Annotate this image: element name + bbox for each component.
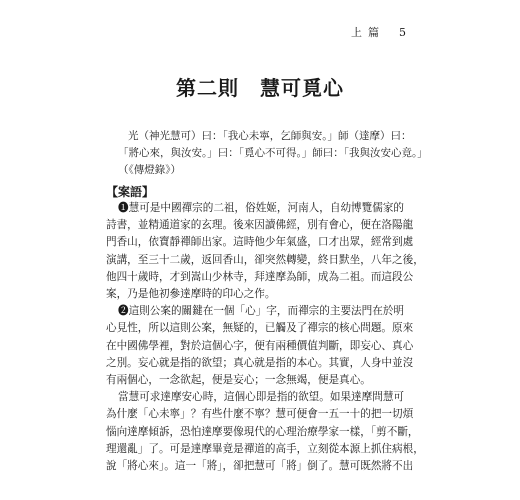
text-line: 門香山，依寶靜禪師出家。這時他少年氣盛，口才出眾，經常到處 [106, 236, 414, 249]
quote-line: 「將心來，與汝安。」曰：「覓心不可得。」師曰：「我與汝安心竟。」 [118, 147, 428, 159]
text-line: ❶慧可是中國禪宗的二祖，俗姓姬，河南人，自幼博覽儒家的 [118, 202, 405, 214]
text-line: 他四十歲時，才到嵩山少林寺，拜達摩為師，成為二祖。而這段公 [106, 270, 414, 283]
koan-quote [118, 128, 428, 179]
header-section: 上篇 [351, 26, 385, 39]
paragraph-1 [106, 200, 424, 303]
text-line: 心見性，所以這則公案，無疑的，已觸及了禪宗的核心問題。原來 [106, 322, 414, 335]
page-number: 5 [399, 26, 412, 39]
running-header [351, 24, 412, 40]
text-line: 有兩個心，一念欲起，便是妄心；一念無竭，便是真心。 [106, 374, 371, 387]
text-line: 惱向達摩傾訴，恐怕達摩要像現代的心理治療學家一樣，「剪不斷， [106, 425, 419, 438]
text-line: 當慧可求達摩安心時，這個心即是指的欲望。如果達摩問慧可 [118, 391, 405, 404]
text-line: 理還亂」了。可是達摩畢竟是禪道的高手，立刻從本源上抓住病根， [106, 442, 424, 455]
chapter-title: 第二則 慧可覓心 [176, 76, 344, 100]
text-line: 案，乃是他初參達摩時的印心之作。 [106, 288, 276, 301]
text-line: 演講，至三十二歲，返回香山，卻突然轉變，終日默坐，八年之後， [106, 253, 424, 266]
text-line: 說「將心來」。這一「將」，卻把慧可「將」倒了。慧可既然將不出 [106, 460, 414, 473]
paragraph-2 [106, 303, 424, 389]
text-line: 在中國佛學裡，對於這個心字，便有兩種價值判斷，即妄心、真心 [106, 339, 414, 352]
section-heading: 【案語】 [106, 185, 155, 199]
paragraph-3 [106, 389, 424, 475]
text-line: ❷這則公案的關鍵在一個「心」字，而禪宗的主要法門在於明 [118, 305, 405, 318]
quote-source: （《傳燈錄》） [118, 164, 181, 176]
commentary-body [106, 200, 424, 475]
text-line: 為什麼「心未寧」？有些什麼不寧？慧可便會一五一十的把一切煩 [106, 408, 414, 421]
quote-line: 光（神光慧可）曰：「我心未寧，乞師與安。」師（達摩）曰： [128, 130, 412, 142]
text-line: 之別。妄心就是指的欲望；真心就是指的本心。其實，人身中並沒 [106, 356, 414, 369]
text-line: 詩書，並精通道家的玄理。後來因讀佛經，別有會心，便在洛陽龍 [106, 219, 414, 232]
